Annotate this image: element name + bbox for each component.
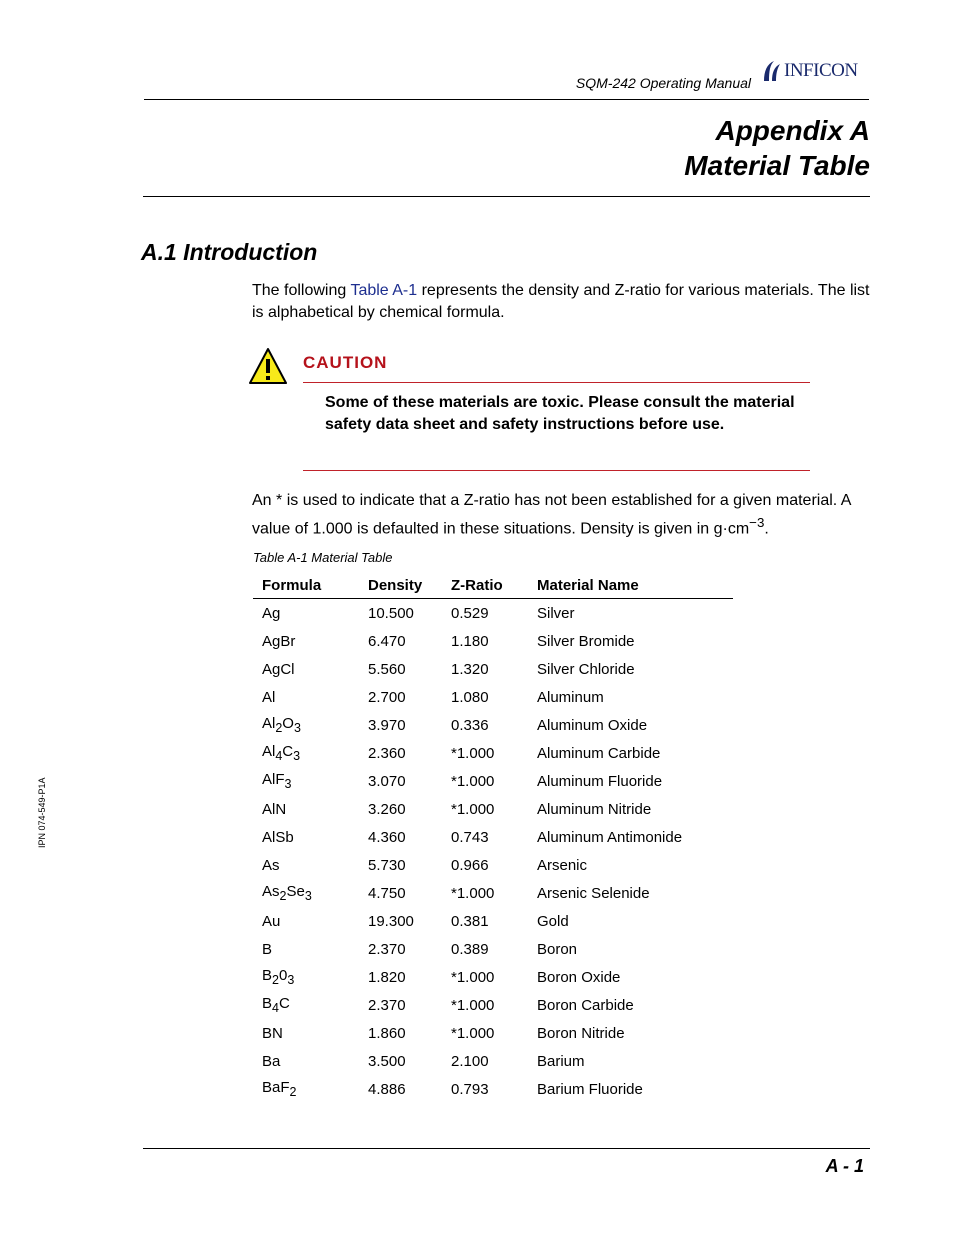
- formula-part: BaF: [262, 1079, 290, 1096]
- chapter-title: [684, 113, 870, 183]
- formula-part: Au: [262, 912, 281, 930]
- cell-z-ratio: *1.000: [451, 1024, 495, 1042]
- cell-density: 1.820: [368, 968, 406, 986]
- table-row: [253, 1019, 733, 1047]
- cell-z-ratio: 0.389: [451, 940, 489, 958]
- warning-triangle-icon: [248, 347, 288, 385]
- cell-material-name: Aluminum Carbide: [537, 744, 661, 762]
- cell-density: 2.360: [368, 744, 406, 762]
- table-row: [253, 907, 733, 935]
- cell-formula: [253, 935, 359, 963]
- formula-subscript: 2: [272, 973, 279, 987]
- header-density: Density: [359, 572, 442, 599]
- formula-part: C: [278, 995, 290, 1012]
- cell-density: 4.886: [368, 1080, 406, 1098]
- table-row: [253, 1047, 733, 1075]
- cell-formula: [253, 683, 359, 711]
- cell-material-name: Arsenic Selenide: [537, 884, 650, 902]
- table-a1-link[interactable]: Table A-1: [350, 282, 418, 299]
- table-row: [253, 711, 733, 739]
- cell-formula: [253, 739, 359, 767]
- formula-part: Al: [262, 715, 276, 732]
- cell-density: 2.370: [368, 996, 406, 1014]
- cell-material-name: Gold: [537, 912, 569, 930]
- table-header-row: [253, 572, 733, 599]
- cell-material-name: Aluminum Fluoride: [537, 772, 663, 790]
- cell-formula: [253, 1019, 359, 1047]
- cell-density: 3.500: [368, 1052, 406, 1070]
- intro-text-before: The following: [252, 282, 351, 299]
- cell-z-ratio: 0.336: [451, 716, 489, 734]
- caution-label: CAUTION: [303, 353, 388, 372]
- header-z-ratio: Z-Ratio: [442, 572, 528, 599]
- cell-formula: [253, 795, 359, 823]
- cell-formula: [253, 1047, 359, 1075]
- cell-material-name: Boron Nitride: [537, 1024, 625, 1042]
- cell-z-ratio: 2.100: [451, 1052, 489, 1070]
- cell-density: 3.260: [368, 800, 406, 818]
- formula-subscript: 4: [272, 1001, 279, 1015]
- chapter-title-line2: Material Table: [684, 150, 870, 181]
- formula-part: Se: [286, 883, 305, 900]
- chapter-rule: [143, 196, 870, 197]
- formula-subscript: 3: [293, 749, 301, 763]
- inficon-swoosh-icon: [760, 59, 782, 83]
- material-table: [253, 572, 733, 1103]
- formula-subscript: 3: [287, 973, 295, 987]
- cell-z-ratio: 1.080: [451, 688, 489, 706]
- formula-subscript: 4: [275, 749, 283, 763]
- cell-material-name: Barium Fluoride: [537, 1080, 643, 1098]
- ipn-label: IPN 074-549-P1A: [37, 777, 47, 848]
- table-row: [253, 739, 733, 767]
- cell-z-ratio: 0.793: [451, 1080, 489, 1098]
- caution-top-rule: [303, 382, 810, 383]
- section-heading: A.1 Introduction: [141, 239, 318, 265]
- cell-formula: [253, 963, 359, 991]
- table-row: [253, 767, 733, 795]
- formula-part: AgBr: [262, 632, 296, 650]
- cell-z-ratio: 0.529: [451, 604, 489, 622]
- header-rule: [144, 99, 869, 100]
- note-text: An * is used to indicate that a Z-ratio has not been established for a given material. A value of 1.000 is defaulted in these situations. Density is given in g·cm: [252, 492, 851, 538]
- formula-subscript: 2: [275, 721, 283, 735]
- formula-part: C: [282, 743, 294, 760]
- cell-z-ratio: *1.000: [451, 996, 495, 1014]
- cell-formula: [253, 851, 359, 879]
- page-number: A - 1: [825, 1156, 864, 1176]
- cell-z-ratio: 0.381: [451, 912, 489, 930]
- inficon-logo: [760, 58, 872, 84]
- formula-part: Ba: [262, 1052, 281, 1070]
- cell-formula: [253, 1075, 359, 1103]
- formula-part: AlF: [262, 771, 285, 788]
- cell-material-name: Aluminum: [537, 688, 604, 706]
- cell-formula: [253, 711, 359, 739]
- formula-subscript: 3: [284, 777, 292, 791]
- cell-material-name: Boron Carbide: [537, 996, 634, 1014]
- cell-density: 4.360: [368, 828, 406, 846]
- cell-material-name: Boron Oxide: [537, 968, 621, 986]
- cell-z-ratio: 0.966: [451, 856, 489, 874]
- cell-density: 2.700: [368, 688, 406, 706]
- table-row: [253, 823, 733, 851]
- cell-density: 6.470: [368, 632, 406, 650]
- cell-formula: [253, 599, 359, 628]
- note-end: .: [764, 520, 769, 538]
- formula-part: 0: [278, 967, 288, 984]
- cell-material-name: Aluminum Oxide: [537, 716, 648, 734]
- cell-z-ratio: 1.320: [451, 660, 489, 678]
- cell-material-name: Silver Chloride: [537, 660, 635, 678]
- cell-density: 4.750: [368, 884, 406, 902]
- table-row: [253, 851, 733, 879]
- cell-formula: [253, 991, 359, 1019]
- cell-z-ratio: 0.743: [451, 828, 489, 846]
- formula-part: B: [262, 967, 273, 984]
- cell-material-name: Arsenic: [537, 856, 588, 874]
- intro-paragraph: [252, 280, 872, 324]
- caution-text: Some of these materials are toxic. Please consult the material safety data sheet and safety instructions before use.: [325, 394, 795, 433]
- cell-density: 3.970: [368, 716, 406, 734]
- header-material-name: Material Name: [528, 572, 733, 599]
- cell-density: 1.860: [368, 1024, 406, 1042]
- formula-part: As: [262, 883, 280, 900]
- table-row: [253, 991, 733, 1019]
- formula-part: AgCl: [262, 660, 295, 678]
- cell-material-name: Aluminum Nitride: [537, 800, 652, 818]
- formula-subscript: 2: [279, 889, 287, 903]
- cell-density: 3.070: [368, 772, 406, 790]
- formula-subscript: 2: [289, 1085, 297, 1099]
- footer-rule: [143, 1148, 870, 1149]
- intro-text-after: represents the density and Z-ratio for various materials. The list is alphabetical by chemical formula.: [252, 282, 870, 321]
- header-formula: Formula: [253, 572, 359, 599]
- cell-z-ratio: *1.000: [451, 968, 495, 986]
- table-caption: Table A-1 Material Table: [253, 550, 393, 565]
- cell-z-ratio: 1.180: [451, 632, 489, 650]
- formula-part: BN: [262, 1024, 283, 1042]
- manual-title: SQM-242 Operating Manual: [575, 75, 751, 91]
- cell-density: 5.730: [368, 856, 406, 874]
- cell-material-name: Silver: [537, 604, 575, 622]
- formula-part: AlSb: [262, 828, 294, 846]
- formula-part: Ag: [262, 604, 281, 622]
- formula-part: B: [262, 940, 273, 958]
- note-superscript: −3: [749, 515, 765, 530]
- cell-density: 10.500: [368, 604, 414, 622]
- table-row: [253, 655, 733, 683]
- table-body: [253, 599, 733, 1104]
- caution-bottom-rule: [303, 470, 810, 471]
- cell-material-name: Boron: [537, 940, 578, 958]
- formula-part: As: [262, 856, 280, 874]
- cell-material-name: Silver Bromide: [537, 632, 635, 650]
- cell-formula: [253, 907, 359, 935]
- cell-density: 2.370: [368, 940, 406, 958]
- formula-part: AlN: [262, 800, 287, 818]
- cell-material-name: Aluminum Antimonide: [537, 828, 683, 846]
- formula-part: Al: [262, 743, 276, 760]
- cell-z-ratio: *1.000: [451, 772, 495, 790]
- table-row: [253, 879, 733, 907]
- cell-density: 19.300: [368, 912, 414, 930]
- cell-formula: [253, 767, 359, 795]
- cell-density: 5.560: [368, 660, 406, 678]
- formula-subscript: 3: [304, 889, 312, 903]
- formula-part: B: [262, 995, 273, 1012]
- formula-part: O: [282, 715, 294, 732]
- formula-subscript: 3: [293, 721, 301, 735]
- cell-z-ratio: *1.000: [451, 800, 495, 818]
- cell-formula: [253, 879, 359, 907]
- table-row: [253, 795, 733, 823]
- cell-formula: [253, 823, 359, 851]
- table-row: [253, 683, 733, 711]
- cell-material-name: Barium: [537, 1052, 585, 1070]
- table-row: [253, 1075, 733, 1103]
- cell-formula: [253, 655, 359, 683]
- table-row: [253, 935, 733, 963]
- formula-part: Al: [262, 688, 276, 706]
- chapter-title-line1: Appendix A: [715, 115, 870, 146]
- table-row: [253, 599, 733, 628]
- table-row: [253, 963, 733, 991]
- zratio-note: [252, 490, 877, 540]
- cell-formula: [253, 627, 359, 655]
- cell-z-ratio: *1.000: [451, 884, 495, 902]
- table-row: [253, 627, 733, 655]
- cell-z-ratio: *1.000: [451, 744, 495, 762]
- logo-text: INFICON: [784, 60, 858, 81]
